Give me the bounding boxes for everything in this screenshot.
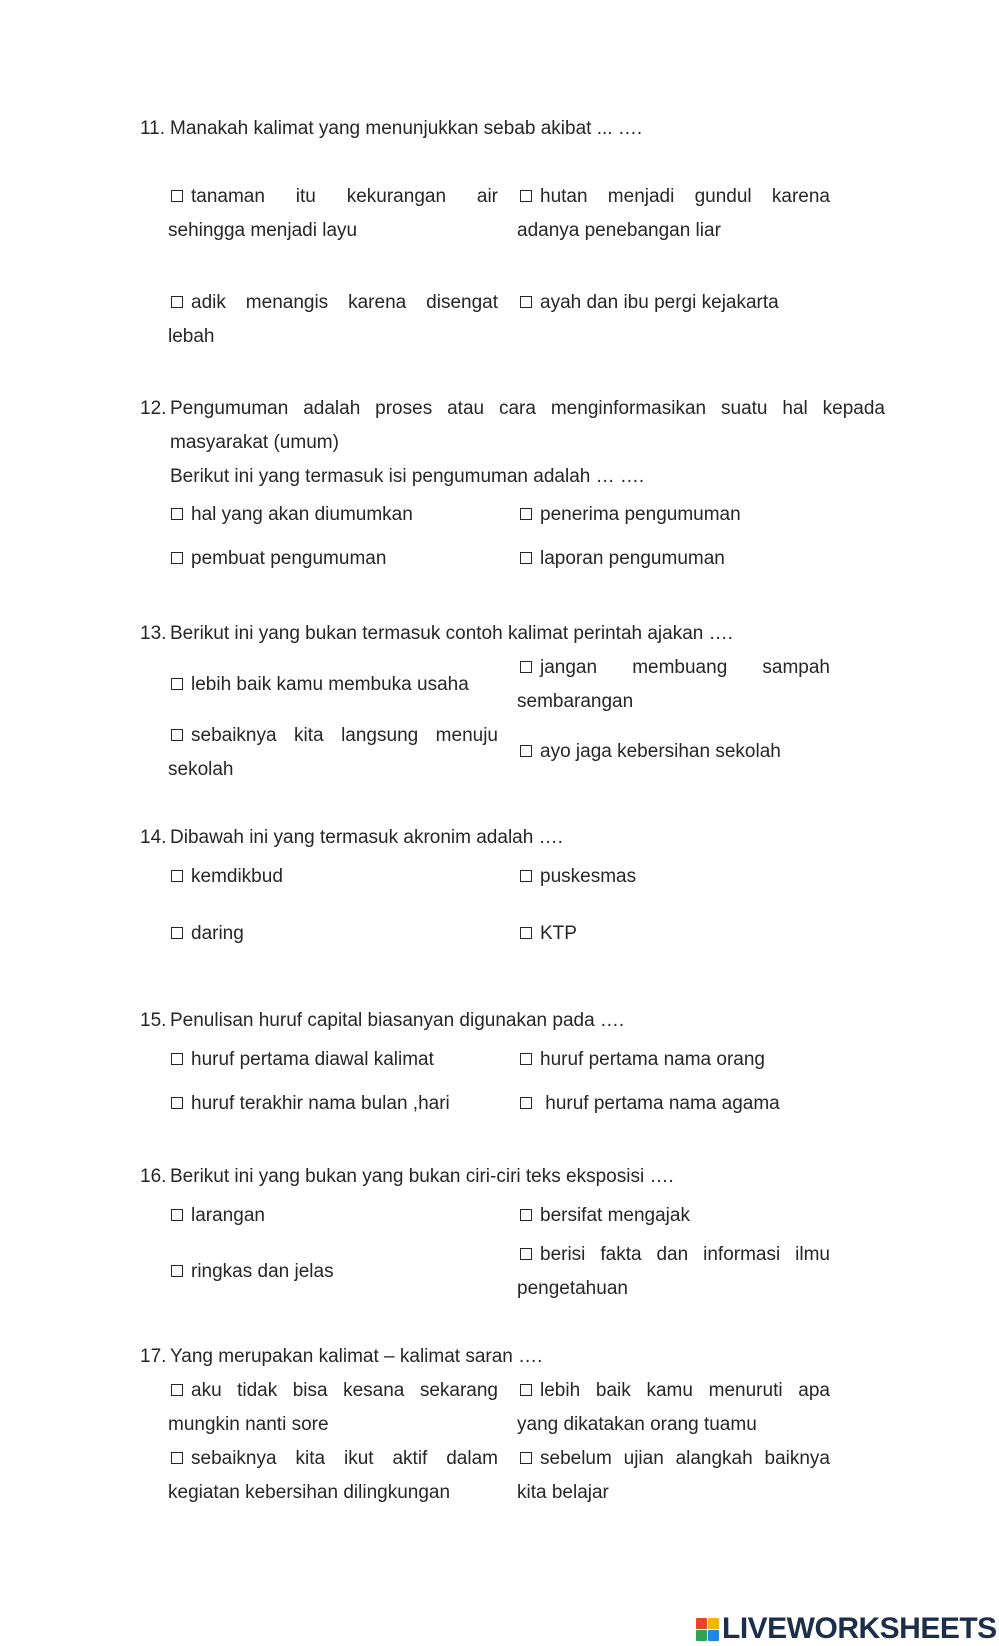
checkbox[interactable] bbox=[171, 729, 183, 741]
checkbox[interactable] bbox=[171, 1452, 183, 1464]
option-11-b[interactable] bbox=[517, 180, 830, 248]
option-label: ayah dan ibu pergi kejakarta bbox=[540, 292, 779, 313]
option-12-d[interactable] bbox=[517, 542, 830, 576]
option-label: laporan pengumuman bbox=[540, 548, 725, 569]
option-label: sebaiknya kita langsung menuju sekolah bbox=[168, 725, 498, 780]
option-label: huruf pertama nama agama bbox=[540, 1093, 780, 1114]
option-label: huruf terakhir nama bulan ,hari bbox=[191, 1093, 450, 1114]
option-16-b[interactable] bbox=[517, 1199, 830, 1233]
option-label: huruf pertama diawal kalimat bbox=[191, 1049, 434, 1070]
option-12-c[interactable] bbox=[168, 542, 498, 576]
option-label: tanaman itu kekurangan air sehingga menjadi layu bbox=[168, 186, 498, 241]
checkbox[interactable] bbox=[171, 1097, 183, 1109]
question-number: 11. bbox=[140, 118, 166, 139]
checkbox[interactable] bbox=[520, 1248, 532, 1260]
checkbox[interactable] bbox=[171, 678, 183, 690]
option-14-c[interactable] bbox=[168, 917, 498, 951]
option-label: daring bbox=[191, 923, 244, 944]
option-11-c[interactable] bbox=[168, 286, 498, 354]
option-label: ringkas dan jelas bbox=[191, 1261, 334, 1282]
checkbox[interactable] bbox=[520, 1384, 532, 1396]
question-11 bbox=[140, 112, 885, 146]
question-text: Dibawah ini yang termasuk akronim adalah …. bbox=[170, 827, 563, 848]
question-text: Berikut ini yang bukan yang bukan ciri-ciri teks eksposisi …. bbox=[170, 1166, 674, 1187]
option-label: hutan menjadi gundul karena adanya penebangan liar bbox=[517, 186, 830, 241]
checkbox[interactable] bbox=[520, 661, 532, 673]
option-label: huruf pertama nama orang bbox=[540, 1049, 765, 1070]
checkbox[interactable] bbox=[171, 1265, 183, 1277]
logo-square-3 bbox=[696, 1630, 707, 1641]
question-15 bbox=[140, 1004, 885, 1038]
checkbox[interactable] bbox=[171, 870, 183, 882]
option-label: aku tidak bisa kesana sekarang mungkin nanti sore bbox=[168, 1380, 498, 1435]
checkbox[interactable] bbox=[171, 296, 183, 308]
option-12-b[interactable] bbox=[517, 498, 830, 532]
logo-text: LIVEWORKSHEETS bbox=[722, 1612, 997, 1645]
option-label: larangan bbox=[191, 1205, 265, 1226]
option-label: kemdikbud bbox=[191, 866, 283, 887]
option-15-d[interactable] bbox=[517, 1087, 830, 1121]
option-12-a[interactable] bbox=[168, 498, 498, 532]
option-label: berisi fakta dan informasi ilmu pengetahuan bbox=[517, 1244, 830, 1299]
option-11-a[interactable] bbox=[168, 180, 498, 248]
option-15-a[interactable] bbox=[168, 1043, 498, 1077]
question-16 bbox=[140, 1160, 885, 1194]
checkbox[interactable] bbox=[520, 552, 532, 564]
option-17-a[interactable] bbox=[168, 1374, 498, 1442]
checkbox[interactable] bbox=[520, 296, 532, 308]
question-number: 12. bbox=[140, 398, 167, 419]
question-text: Manakah kalimat yang menunjukkan sebab akibat ... …. bbox=[170, 118, 643, 139]
logo-mark-icon bbox=[696, 1618, 719, 1641]
checkbox[interactable] bbox=[171, 508, 183, 520]
checkbox[interactable] bbox=[520, 1097, 532, 1109]
logo-square-1 bbox=[696, 1618, 707, 1629]
option-16-a[interactable] bbox=[168, 1199, 498, 1233]
question-12 bbox=[140, 392, 885, 494]
question-text: Penulisan huruf capital biasanyan digunakan pada …. bbox=[170, 1010, 625, 1031]
checkbox[interactable] bbox=[171, 1053, 183, 1065]
checkbox[interactable] bbox=[520, 1053, 532, 1065]
question-number: 14. bbox=[140, 827, 167, 848]
question-text: Berikut ini yang bukan termasuk contoh kalimat perintah ajakan …. bbox=[170, 623, 733, 644]
checkbox[interactable] bbox=[520, 745, 532, 757]
option-13-c[interactable] bbox=[168, 719, 498, 787]
option-14-a[interactable] bbox=[168, 860, 498, 894]
question-number: 16. bbox=[140, 1166, 167, 1187]
option-13-b[interactable] bbox=[517, 651, 830, 719]
option-17-d[interactable] bbox=[517, 1442, 830, 1510]
option-label: ayo jaga kebersihan sekolah bbox=[540, 741, 781, 762]
option-label: puskesmas bbox=[540, 866, 637, 887]
logo-square-2 bbox=[708, 1618, 719, 1629]
question-17 bbox=[140, 1340, 885, 1374]
option-label: lebih baik kamu membuka usaha bbox=[191, 674, 469, 695]
checkbox[interactable] bbox=[171, 552, 183, 564]
option-label: KTP bbox=[540, 923, 577, 944]
option-label: adik menangis karena disengat lebah bbox=[168, 292, 498, 347]
option-13-a[interactable] bbox=[168, 668, 498, 702]
option-16-c[interactable] bbox=[168, 1255, 498, 1289]
option-label: hal yang akan diumumkan bbox=[191, 504, 413, 525]
checkbox[interactable] bbox=[520, 927, 532, 939]
option-16-d[interactable] bbox=[517, 1238, 830, 1306]
option-label: penerima pengumuman bbox=[540, 504, 741, 525]
option-13-d[interactable] bbox=[517, 735, 830, 769]
question-number: 13. bbox=[140, 623, 167, 644]
option-15-b[interactable] bbox=[517, 1043, 830, 1077]
checkbox[interactable] bbox=[520, 508, 532, 520]
option-label: lebih baik kamu menuruti apa yang dikatakan orang tuamu bbox=[517, 1380, 830, 1435]
question-text: Yang merupakan kalimat – kalimat saran …. bbox=[170, 1346, 543, 1367]
question-14 bbox=[140, 821, 885, 855]
option-14-b[interactable] bbox=[517, 860, 830, 894]
option-17-b[interactable] bbox=[517, 1374, 830, 1442]
checkbox[interactable] bbox=[520, 1209, 532, 1221]
checkbox[interactable] bbox=[171, 927, 183, 939]
question-text: Pengumuman adalah proses atau cara menginformasikan suatu hal kepada masyarakat (umum) bbox=[170, 398, 885, 453]
option-label: jangan membuang sampah sembarangan bbox=[517, 657, 830, 712]
option-label: bersifat mengajak bbox=[540, 1205, 690, 1226]
checkbox[interactable] bbox=[171, 1209, 183, 1221]
liveworksheets-logo bbox=[696, 1612, 997, 1646]
option-15-c[interactable] bbox=[168, 1087, 498, 1121]
logo-square-4 bbox=[708, 1630, 719, 1641]
option-label: sebaiknya kita ikut aktif dalam kegiatan kebersihan dilingkungan bbox=[168, 1448, 498, 1503]
question-13 bbox=[140, 617, 885, 651]
checkbox[interactable] bbox=[520, 870, 532, 882]
option-17-c[interactable] bbox=[168, 1442, 498, 1510]
option-11-d[interactable] bbox=[517, 286, 830, 320]
question-subtext: Berikut ini yang termasuk isi pengumuman adalah … …. bbox=[170, 466, 645, 487]
option-label: sebelum ujian alangkah baiknya kita belajar bbox=[517, 1448, 830, 1503]
checkbox[interactable] bbox=[171, 190, 183, 202]
option-14-d[interactable] bbox=[517, 917, 830, 951]
question-number: 17. bbox=[140, 1346, 167, 1367]
checkbox[interactable] bbox=[171, 1384, 183, 1396]
option-label: pembuat pengumuman bbox=[191, 548, 387, 569]
question-number: 15. bbox=[140, 1010, 167, 1031]
checkbox[interactable] bbox=[520, 190, 532, 202]
checkbox[interactable] bbox=[520, 1452, 532, 1464]
